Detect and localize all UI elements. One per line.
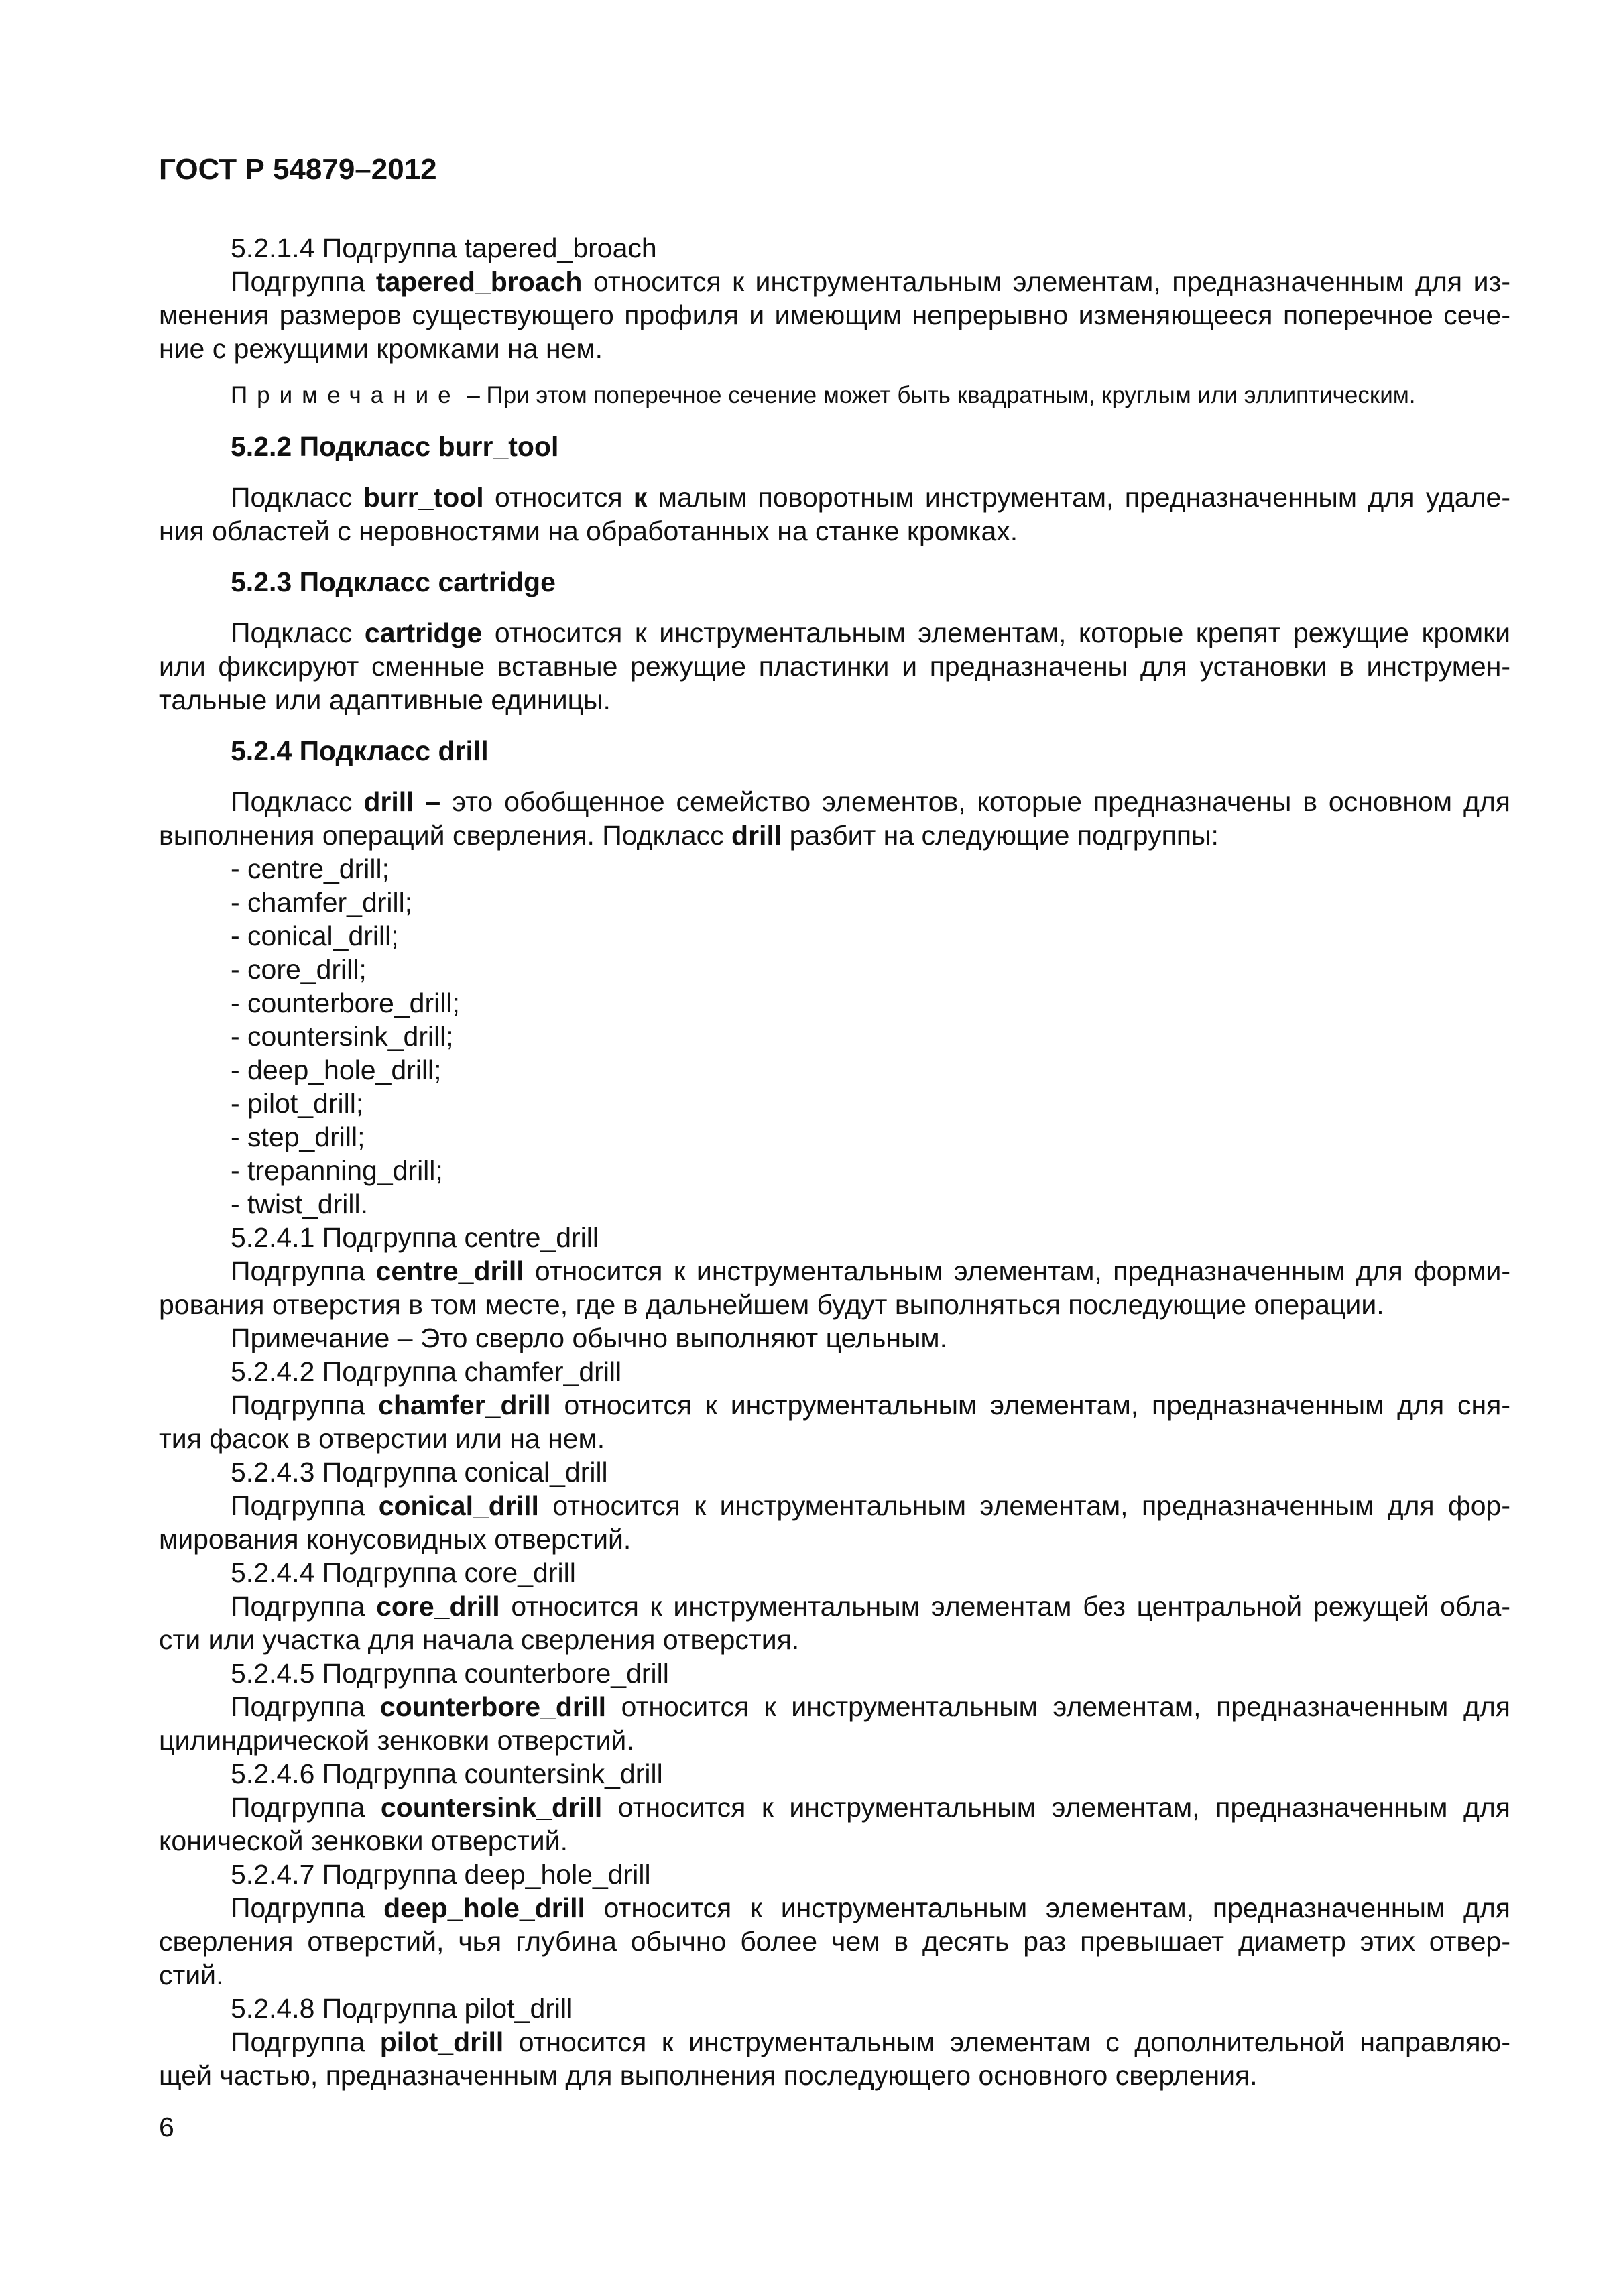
paragraph-line: Подкласс drill – это обобщенное семейство элементов, которые предназначены в основном для bbox=[231, 786, 1510, 817]
page-number: 6 bbox=[159, 2112, 174, 2142]
paragraph-line: Подгруппа centre_drill относится к инструментальным элементам, предназначенным для форми- bbox=[231, 1256, 1510, 1286]
subsection-title: 5.2.4.5 Подгруппа counterbore_drill bbox=[231, 1658, 669, 1689]
paragraph-line: сти или участка для начала сверления отверстия. bbox=[159, 1624, 800, 1655]
section-heading: 5.2.3 Подкласс cartridge bbox=[231, 566, 556, 597]
list-item: - core_drill; bbox=[231, 954, 367, 985]
subsection-title: 5.2.1.4 Подгруппа tapered_broach bbox=[231, 233, 657, 263]
subsection-title: 5.2.4.3 Подгруппа conical_drill bbox=[231, 1457, 608, 1488]
paragraph-line: ния областей с неровностями на обработанных на станке кромках. bbox=[159, 516, 1018, 546]
subsection-title: 5.2.4.7 Подгруппа deep_hole_drill bbox=[231, 1859, 651, 1890]
paragraph-line: Подгруппа conical_drill относится к инструментальным элементам, предназначенным для фор- bbox=[231, 1490, 1510, 1521]
subsection-title: 5.2.4.6 Подгруппа countersink_drill bbox=[231, 1758, 663, 1789]
list-item: - countersink_drill; bbox=[231, 1021, 454, 1052]
paragraph-line: Подгруппа chamfer_drill относится к инструментальным элементам, предназначенным для сня- bbox=[231, 1390, 1510, 1421]
paragraph-line: Подгруппа pilot_drill относится к инструментальным элементам с дополнительной направляю- bbox=[231, 2027, 1510, 2057]
paragraph-line: щей частью, предназначенным для выполнения последующего основного сверления. bbox=[159, 2060, 1258, 2091]
paragraph-line: Подгруппа countersink_drill относится к инструментальным элементам, предназначенным для bbox=[231, 1792, 1510, 1823]
paragraph-line: рования отверстия в том месте, где в дальнейшем будут выполняться последующие операции. bbox=[159, 1289, 1384, 1320]
paragraph-line: менения размеров существующего профиля и имеющим непрерывно изменяющееся поперечное сече- bbox=[159, 300, 1510, 330]
subsection-title: 5.2.4.8 Подгруппа pilot_drill bbox=[231, 1993, 573, 2024]
document-header: ГОСТ Р 54879–2012 bbox=[159, 153, 437, 186]
list-item: - counterbore_drill; bbox=[231, 987, 460, 1018]
section-heading: 5.2.2 Подкласс burr_tool bbox=[231, 431, 559, 462]
paragraph-line: Подгруппа core_drill относится к инструментальным элементам без центральной режущей обла- bbox=[231, 1591, 1510, 1622]
paragraph-line: сверления отверстий, чья глубина обычно более чем в десять раз превышает диаметр этих отвер- bbox=[159, 1926, 1510, 1957]
list-item: - pilot_drill; bbox=[231, 1088, 364, 1119]
subsection-title: 5.2.4.4 Подгруппа core_drill bbox=[231, 1557, 576, 1588]
paragraph-line: мирования конусовидных отверстий. bbox=[159, 1524, 632, 1555]
paragraph-line: Подгруппа counterbore_drill относится к инструментальным элементам, предназначенным для bbox=[231, 1691, 1510, 1722]
list-item: - trepanning_drill; bbox=[231, 1155, 443, 1186]
list-item: - conical_drill; bbox=[231, 920, 399, 951]
paragraph-line: выполнения операций сверления. Подкласс drill разбит на следующие подгруппы: bbox=[159, 820, 1219, 851]
list-item: - twist_drill. bbox=[231, 1189, 369, 1219]
paragraph-line: стий. bbox=[159, 1959, 224, 1990]
note-line: Примечание – При этом поперечное сечение может быть квадратным, круглым или эллиптическим. bbox=[231, 382, 1416, 408]
paragraph-line: конической зенковки отверстий. bbox=[159, 1825, 568, 1856]
note-line: Примечание – Это сверло обычно выполняют цельным. bbox=[231, 1323, 948, 1353]
list-item: - deep_hole_drill; bbox=[231, 1054, 442, 1085]
paragraph-line: Подкласс cartridge относится к инструментальным элементам, которые крепят режущие кромки bbox=[231, 617, 1510, 648]
paragraph-line: Подкласс burr_tool относится к малым поворотным инструментам, предназначенным для удале- bbox=[231, 482, 1510, 513]
section-heading: 5.2.4 Подкласс drill bbox=[231, 735, 489, 766]
paragraph-line: Подгруппа deep_hole_drill относится к инструментальным элементам, предназначенным для bbox=[231, 1892, 1510, 1923]
paragraph-line: или фиксируют сменные вставные режущие пластинки и предназначены для установки в инструмен- bbox=[159, 651, 1510, 682]
subsection-title: 5.2.4.1 Подгруппа centre_drill bbox=[231, 1222, 599, 1253]
paragraph-line: тия фасок в отверстии или на нем. bbox=[159, 1423, 605, 1454]
paragraph-line: тальные или адаптивные единицы. bbox=[159, 684, 611, 715]
paragraph-line: цилиндрической зенковки отверстий. bbox=[159, 1725, 634, 1756]
list-item: - centre_drill; bbox=[231, 853, 389, 884]
paragraph-line: ние с режущими кромками на нем. bbox=[159, 333, 603, 364]
note-label: Примечание bbox=[231, 382, 461, 408]
list-item: - step_drill; bbox=[231, 1122, 365, 1152]
paragraph-line: Подгруппа tapered_broach относится к инструментальным элементам, предназначенным для из- bbox=[231, 266, 1510, 297]
list-item: - chamfer_drill; bbox=[231, 887, 413, 918]
subsection-title: 5.2.4.2 Подгруппа chamfer_drill bbox=[231, 1356, 622, 1387]
